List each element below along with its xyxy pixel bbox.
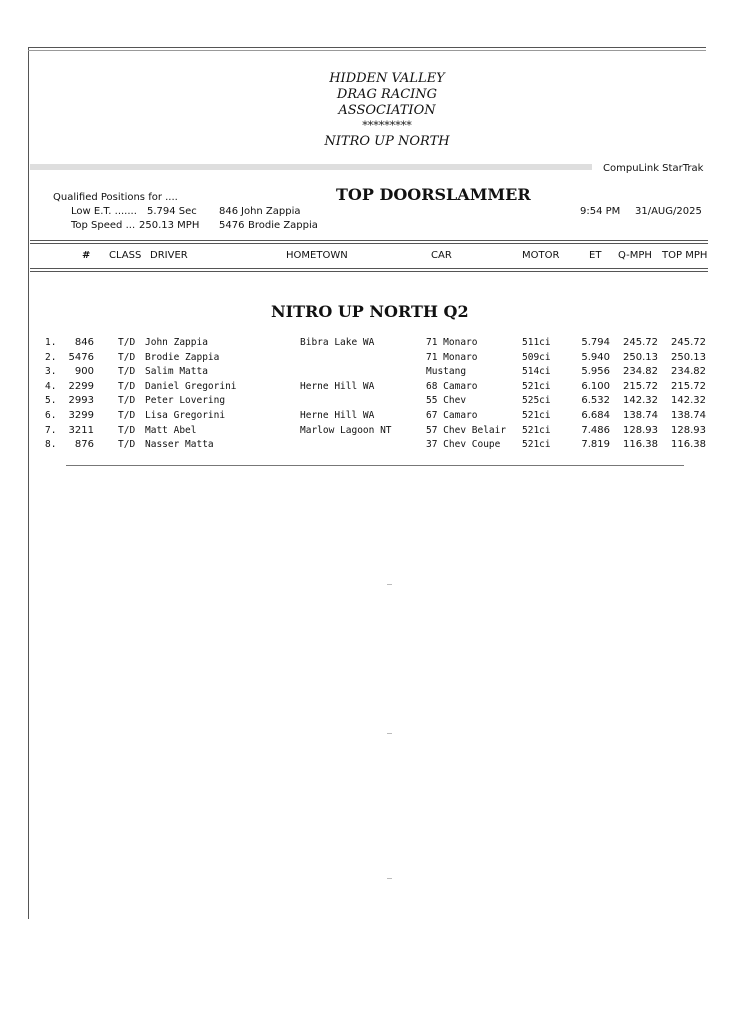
cell-driver: Daniel Gregorini bbox=[145, 380, 237, 392]
top-border-line-2 bbox=[28, 50, 706, 51]
event-title: NITRO UP NORTH bbox=[324, 134, 450, 149]
dotted-separator bbox=[30, 164, 592, 170]
cell-topmph: 138.74 bbox=[671, 410, 706, 421]
cell-car: 67 Camaro bbox=[426, 410, 478, 421]
report-date: 31/AUG/2025 bbox=[635, 206, 702, 217]
col-num: # bbox=[82, 250, 91, 261]
cell-motor: 514ci bbox=[522, 366, 551, 378]
cell-et: 6.684 bbox=[581, 410, 610, 421]
cell-driver: Nasser Matta bbox=[145, 439, 214, 451]
cell-et: 5.794 bbox=[581, 337, 610, 348]
class-title: TOP DOORSLAMMER bbox=[336, 185, 531, 204]
col-car: CAR bbox=[431, 250, 452, 261]
scan-mark bbox=[387, 584, 392, 585]
table-row bbox=[0, 351, 744, 365]
title-block bbox=[272, 71, 502, 150]
cell-cls: T/D bbox=[118, 366, 136, 378]
cell-cls: T/D bbox=[118, 395, 136, 407]
cell-pos: 5. bbox=[45, 395, 57, 407]
cell-topmph: 245.72 bbox=[671, 337, 706, 348]
cell-motor: 521ci bbox=[522, 380, 551, 392]
table-row bbox=[0, 336, 744, 350]
cell-driver: Brodie Zappia bbox=[145, 351, 220, 363]
cell-topmph: 116.38 bbox=[671, 439, 706, 451]
header-bottom-line-2 bbox=[30, 271, 708, 272]
col-et: ET bbox=[589, 250, 602, 261]
cell-qmph: 142.32 bbox=[623, 395, 658, 407]
cell-num: 3211 bbox=[68, 424, 94, 436]
cell-motor: 521ci bbox=[522, 410, 551, 421]
low-et-car-number: 846 bbox=[219, 206, 239, 217]
cell-motor: 521ci bbox=[522, 439, 551, 451]
cell-et: 6.532 bbox=[581, 395, 610, 407]
cell-driver: Lisa Gregorini bbox=[145, 410, 226, 421]
col-driver: DRIVER bbox=[150, 250, 188, 261]
table-row bbox=[0, 424, 744, 438]
cell-cls: T/D bbox=[118, 424, 136, 436]
cell-qmph: 138.74 bbox=[623, 410, 658, 421]
header-bottom-line bbox=[30, 268, 708, 269]
table-row bbox=[0, 438, 744, 452]
cell-motor: 511ci bbox=[522, 337, 551, 348]
cell-motor: 525ci bbox=[522, 395, 551, 407]
cell-car: 37 Chev Coupe bbox=[426, 439, 501, 451]
top-speed-car-number: 5476 bbox=[219, 220, 245, 231]
table-row bbox=[0, 394, 744, 408]
session-title: NITRO UP NORTH Q2 bbox=[271, 302, 469, 321]
stars-line: ********* bbox=[362, 119, 412, 132]
cell-et: 5.956 bbox=[581, 366, 610, 378]
cell-num: 5476 bbox=[68, 351, 94, 363]
cell-cls: T/D bbox=[118, 380, 136, 392]
cell-pos: 1. bbox=[45, 337, 57, 348]
cell-num: 2299 bbox=[68, 380, 94, 392]
header-top-line bbox=[30, 240, 708, 241]
cell-hometown: Herne Hill WA bbox=[300, 410, 375, 421]
brand-label: CompuLink StarTrak bbox=[603, 163, 704, 174]
header-top-line-2 bbox=[30, 243, 708, 244]
cell-cls: T/D bbox=[118, 351, 136, 363]
cell-pos: 4. bbox=[45, 380, 57, 392]
cell-num: 846 bbox=[74, 337, 94, 348]
cell-topmph: 234.82 bbox=[671, 366, 706, 378]
cell-driver: John Zappia bbox=[145, 337, 208, 348]
cell-hometown: Herne Hill WA bbox=[300, 380, 375, 392]
cell-topmph: 142.32 bbox=[671, 395, 706, 407]
low-et-label: Low E.T. ....... bbox=[71, 206, 137, 217]
table-row bbox=[0, 380, 744, 394]
cell-qmph: 215.72 bbox=[623, 380, 658, 392]
cell-pos: 3. bbox=[45, 366, 57, 378]
cell-hometown: Bibra Lake WA bbox=[300, 337, 375, 348]
cell-qmph: 245.72 bbox=[623, 337, 658, 348]
qualified-label: Qualified Positions for .... bbox=[53, 192, 178, 203]
top-border-line bbox=[28, 47, 706, 48]
scan-mark bbox=[387, 733, 392, 734]
cell-hometown: Marlow Lagoon NT bbox=[300, 424, 392, 436]
cell-pos: 6. bbox=[45, 410, 57, 421]
cell-car: Mustang bbox=[426, 366, 467, 378]
cell-num: 2993 bbox=[68, 395, 94, 407]
col-qmph: Q-MPH bbox=[618, 250, 652, 261]
org-line-1: HIDDEN VALLEY bbox=[329, 71, 445, 86]
cell-motor: 521ci bbox=[522, 424, 551, 436]
cell-et: 6.100 bbox=[581, 380, 610, 392]
org-line-3: ASSOCIATION bbox=[338, 103, 436, 118]
top-speed-value: 250.13 MPH bbox=[139, 220, 200, 231]
table-row bbox=[0, 409, 744, 423]
org-line-2: DRAG RACING bbox=[336, 87, 438, 102]
cell-cls: T/D bbox=[118, 439, 136, 451]
cell-cls: T/D bbox=[118, 337, 136, 348]
cell-qmph: 250.13 bbox=[623, 351, 658, 363]
col-hometown: HOMETOWN bbox=[286, 250, 348, 261]
low-et-driver: John Zappia bbox=[241, 206, 301, 217]
cell-topmph: 128.93 bbox=[671, 424, 706, 436]
col-topmph: TOP MPH bbox=[662, 250, 708, 261]
cell-driver: Peter Lovering bbox=[145, 395, 226, 407]
cell-topmph: 215.72 bbox=[671, 380, 706, 392]
cell-qmph: 128.93 bbox=[623, 424, 658, 436]
report-time: 9:54 PM bbox=[580, 206, 621, 217]
cell-et: 7.819 bbox=[581, 439, 610, 451]
cell-qmph: 234.82 bbox=[623, 366, 658, 378]
col-motor: MOTOR bbox=[522, 250, 560, 261]
low-et-value: 5.794 Sec bbox=[147, 206, 197, 217]
cell-topmph: 250.13 bbox=[671, 351, 706, 363]
cell-driver: Salim Matta bbox=[145, 366, 208, 378]
cell-motor: 509ci bbox=[522, 351, 551, 363]
cell-car: 71 Monaro bbox=[426, 351, 478, 363]
cell-num: 3299 bbox=[68, 410, 94, 421]
table-bottom-line bbox=[66, 465, 684, 466]
top-speed-driver: Brodie Zappia bbox=[248, 220, 318, 231]
col-class: CLASS bbox=[109, 250, 142, 261]
cell-et: 5.940 bbox=[581, 351, 610, 363]
cell-pos: 7. bbox=[45, 424, 57, 436]
cell-driver: Matt Abel bbox=[145, 424, 197, 436]
cell-qmph: 116.38 bbox=[623, 439, 658, 451]
cell-num: 876 bbox=[74, 439, 94, 451]
table-row bbox=[0, 365, 744, 379]
cell-num: 900 bbox=[74, 366, 94, 378]
cell-pos: 8. bbox=[45, 439, 57, 451]
cell-cls: T/D bbox=[118, 410, 136, 421]
scan-mark bbox=[387, 878, 392, 879]
cell-car: 57 Chev Belair bbox=[426, 424, 507, 436]
cell-car: 68 Camaro bbox=[426, 380, 478, 392]
left-border-line bbox=[28, 47, 29, 919]
cell-car: 55 Chev bbox=[426, 395, 467, 407]
cell-car: 71 Monaro bbox=[426, 337, 478, 348]
top-speed-label: Top Speed ... bbox=[71, 220, 136, 231]
cell-pos: 2. bbox=[45, 351, 57, 363]
cell-et: 7.486 bbox=[581, 424, 610, 436]
